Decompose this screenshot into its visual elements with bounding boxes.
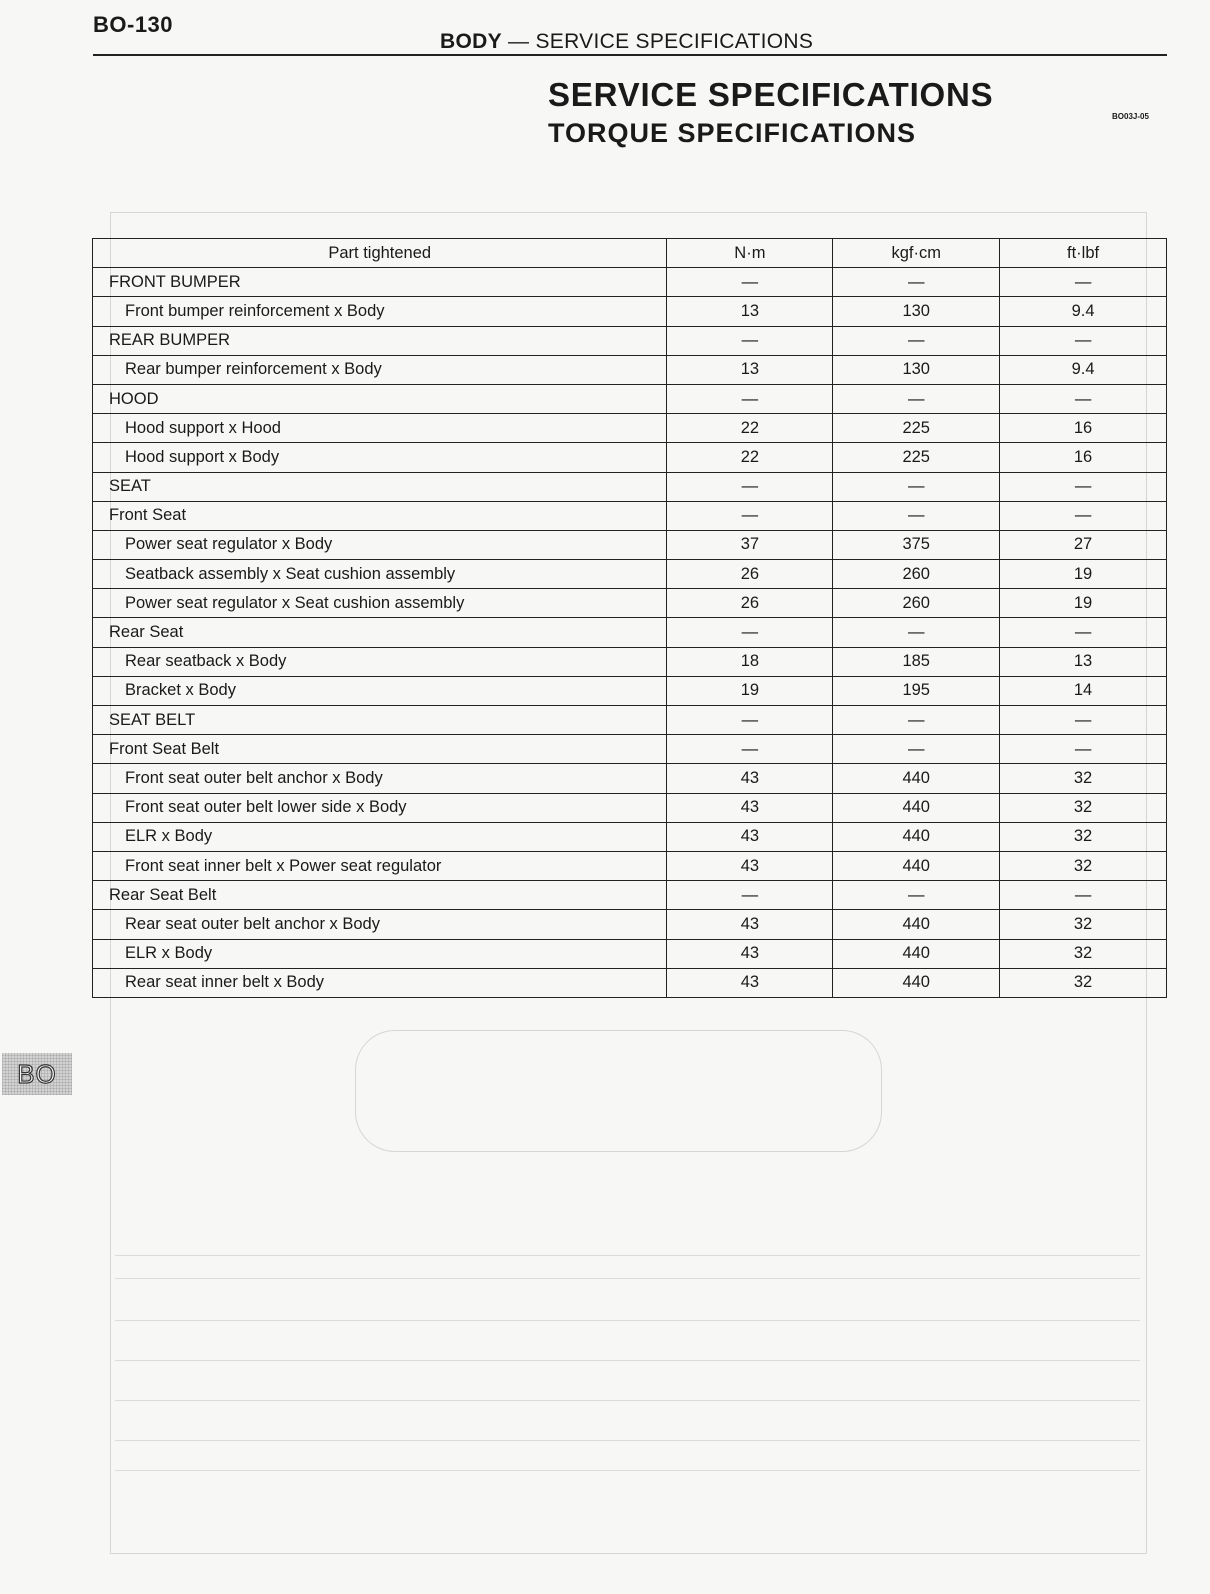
column-header-nm: N·m	[667, 239, 833, 268]
nm-cell: —	[667, 268, 833, 297]
kgf-cell: —	[833, 735, 1000, 764]
kgf-cell: 440	[833, 793, 1000, 822]
table-row	[93, 384, 1167, 413]
bleed-through-rule	[115, 1255, 1140, 1256]
part-cell: Front seat outer belt anchor x Body	[93, 764, 667, 793]
ftlbf-cell: 9.4	[1000, 355, 1167, 384]
ftlbf-cell: 27	[1000, 530, 1167, 559]
kgf-cell: 440	[833, 822, 1000, 851]
part-cell: Front seat outer belt lower side x Body	[93, 793, 667, 822]
section-tab-label: BO	[17, 1058, 57, 1089]
nm-cell: —	[667, 384, 833, 413]
table-row	[93, 968, 1167, 997]
ftlbf-cell: —	[1000, 706, 1167, 735]
ftlbf-cell: 19	[1000, 589, 1167, 618]
nm-cell: —	[667, 472, 833, 501]
part-cell: Hood support x Body	[93, 443, 667, 472]
part-cell: Rear bumper reinforcement x Body	[93, 355, 667, 384]
nm-cell: 13	[667, 297, 833, 326]
section-name: BODY	[440, 30, 502, 53]
table-row	[93, 326, 1167, 355]
kgf-cell: 260	[833, 560, 1000, 589]
part-cell: Front seat inner belt x Power seat regulator	[93, 851, 667, 880]
table-row	[93, 647, 1167, 676]
ftlbf-cell: 9.4	[1000, 297, 1167, 326]
kgf-cell: —	[833, 472, 1000, 501]
nm-cell: 43	[667, 851, 833, 880]
page-title: SERVICE SPECIFICATIONS	[548, 76, 994, 113]
part-cell: Seatback assembly x Seat cushion assembly	[93, 560, 667, 589]
nm-cell: 26	[667, 560, 833, 589]
part-cell: Power seat regulator x Body	[93, 530, 667, 559]
table-row	[93, 355, 1167, 384]
kgf-cell: 440	[833, 939, 1000, 968]
nm-cell: 22	[667, 414, 833, 443]
table-row	[93, 501, 1167, 530]
kgf-cell: 195	[833, 676, 1000, 705]
part-cell: REAR BUMPER	[93, 326, 667, 355]
kgf-cell: —	[833, 618, 1000, 647]
table-row	[93, 530, 1167, 559]
ftlbf-cell: 16	[1000, 443, 1167, 472]
nm-cell: 43	[667, 822, 833, 851]
nm-cell: —	[667, 706, 833, 735]
nm-cell: 37	[667, 530, 833, 559]
nm-cell: 43	[667, 910, 833, 939]
table-header-row	[93, 239, 1167, 268]
kgf-cell: 440	[833, 968, 1000, 997]
header-separator: —	[508, 30, 530, 53]
table-row	[93, 881, 1167, 910]
kgf-cell: 260	[833, 589, 1000, 618]
ftlbf-cell: 13	[1000, 647, 1167, 676]
bleed-through-diagram	[355, 1030, 882, 1152]
ftlbf-cell: 14	[1000, 676, 1167, 705]
nm-cell: 43	[667, 764, 833, 793]
part-cell: SEAT BELT	[93, 706, 667, 735]
nm-cell: 43	[667, 968, 833, 997]
kgf-cell: 130	[833, 355, 1000, 384]
table-row	[93, 414, 1167, 443]
table-row	[93, 676, 1167, 705]
table-row	[93, 735, 1167, 764]
column-header-part: Part tightened	[93, 239, 667, 268]
part-cell: HOOD	[93, 384, 667, 413]
part-cell: FRONT BUMPER	[93, 268, 667, 297]
kgf-cell: —	[833, 881, 1000, 910]
bleed-through-rule	[115, 1470, 1140, 1471]
subsection-name: SERVICE SPECIFICATIONS	[535, 30, 814, 53]
kgf-cell: 130	[833, 297, 1000, 326]
ftlbf-cell: —	[1000, 384, 1167, 413]
ftlbf-cell: 32	[1000, 822, 1167, 851]
nm-cell: 43	[667, 793, 833, 822]
part-cell: SEAT	[93, 472, 667, 501]
bleed-through-rule	[115, 1400, 1140, 1401]
part-cell: Bracket x Body	[93, 676, 667, 705]
part-cell: Rear Seat Belt	[93, 881, 667, 910]
table-row	[93, 822, 1167, 851]
kgf-cell: —	[833, 706, 1000, 735]
bleed-through-rule	[115, 1278, 1140, 1279]
part-cell: ELR x Body	[93, 822, 667, 851]
ftlbf-cell: 32	[1000, 939, 1167, 968]
table-row	[93, 618, 1167, 647]
running-header	[440, 30, 813, 54]
table-row	[93, 589, 1167, 618]
nm-cell: 19	[667, 676, 833, 705]
bleed-through-rule	[115, 1440, 1140, 1441]
ftlbf-cell: —	[1000, 268, 1167, 297]
kgf-cell: 440	[833, 851, 1000, 880]
reference-code: BO03J-05	[1112, 112, 1149, 121]
ftlbf-cell: —	[1000, 472, 1167, 501]
ftlbf-cell: —	[1000, 618, 1167, 647]
bleed-through-rule	[115, 1360, 1140, 1361]
part-cell: Rear seat outer belt anchor x Body	[93, 910, 667, 939]
part-cell: Front bumper reinforcement x Body	[93, 297, 667, 326]
part-cell: Power seat regulator x Seat cushion assembly	[93, 589, 667, 618]
kgf-cell: 440	[833, 910, 1000, 939]
ftlbf-cell: 32	[1000, 764, 1167, 793]
section-tab	[2, 1053, 72, 1095]
part-cell: Hood support x Hood	[93, 414, 667, 443]
table-row	[93, 910, 1167, 939]
ftlbf-cell: 32	[1000, 793, 1167, 822]
kgf-cell: 225	[833, 414, 1000, 443]
nm-cell: —	[667, 618, 833, 647]
part-cell: Front Seat Belt	[93, 735, 667, 764]
ftlbf-cell: 19	[1000, 560, 1167, 589]
ftlbf-cell: 32	[1000, 851, 1167, 880]
ftlbf-cell: —	[1000, 881, 1167, 910]
table-row	[93, 939, 1167, 968]
table-row	[93, 560, 1167, 589]
table-row	[93, 764, 1167, 793]
nm-cell: —	[667, 735, 833, 764]
column-header-ft: ft·lbf	[1000, 239, 1167, 268]
page-number: BO-130	[93, 12, 174, 37]
nm-cell: 26	[667, 589, 833, 618]
table-row	[93, 851, 1167, 880]
table-row	[93, 706, 1167, 735]
column-header-kgf: kgf·cm	[833, 239, 1000, 268]
table-row	[93, 268, 1167, 297]
table-row	[93, 793, 1167, 822]
nm-cell: 13	[667, 355, 833, 384]
ftlbf-cell: —	[1000, 735, 1167, 764]
table-row	[93, 472, 1167, 501]
ftlbf-cell: 16	[1000, 414, 1167, 443]
ftlbf-cell: 32	[1000, 968, 1167, 997]
part-cell: Rear seat inner belt x Body	[93, 968, 667, 997]
nm-cell: —	[667, 501, 833, 530]
part-cell: Rear seatback x Body	[93, 647, 667, 676]
bleed-through-rule	[115, 1320, 1140, 1321]
table-row	[93, 443, 1167, 472]
kgf-cell: 225	[833, 443, 1000, 472]
nm-cell: 43	[667, 939, 833, 968]
nm-cell: 22	[667, 443, 833, 472]
ftlbf-cell: —	[1000, 326, 1167, 355]
nm-cell: —	[667, 881, 833, 910]
kgf-cell: 440	[833, 764, 1000, 793]
part-cell: Front Seat	[93, 501, 667, 530]
torque-spec-table	[92, 238, 1167, 998]
kgf-cell: 185	[833, 647, 1000, 676]
kgf-cell: —	[833, 326, 1000, 355]
ftlbf-cell: —	[1000, 501, 1167, 530]
kgf-cell: —	[833, 384, 1000, 413]
ftlbf-cell: 32	[1000, 910, 1167, 939]
table-row	[93, 297, 1167, 326]
nm-cell: —	[667, 326, 833, 355]
kgf-cell: —	[833, 268, 1000, 297]
part-cell: ELR x Body	[93, 939, 667, 968]
header-rule	[93, 54, 1167, 56]
nm-cell: 18	[667, 647, 833, 676]
kgf-cell: 375	[833, 530, 1000, 559]
kgf-cell: —	[833, 501, 1000, 530]
page-subtitle: TORQUE SPECIFICATIONS	[548, 118, 917, 148]
part-cell: Rear Seat	[93, 618, 667, 647]
table-body	[93, 268, 1167, 998]
